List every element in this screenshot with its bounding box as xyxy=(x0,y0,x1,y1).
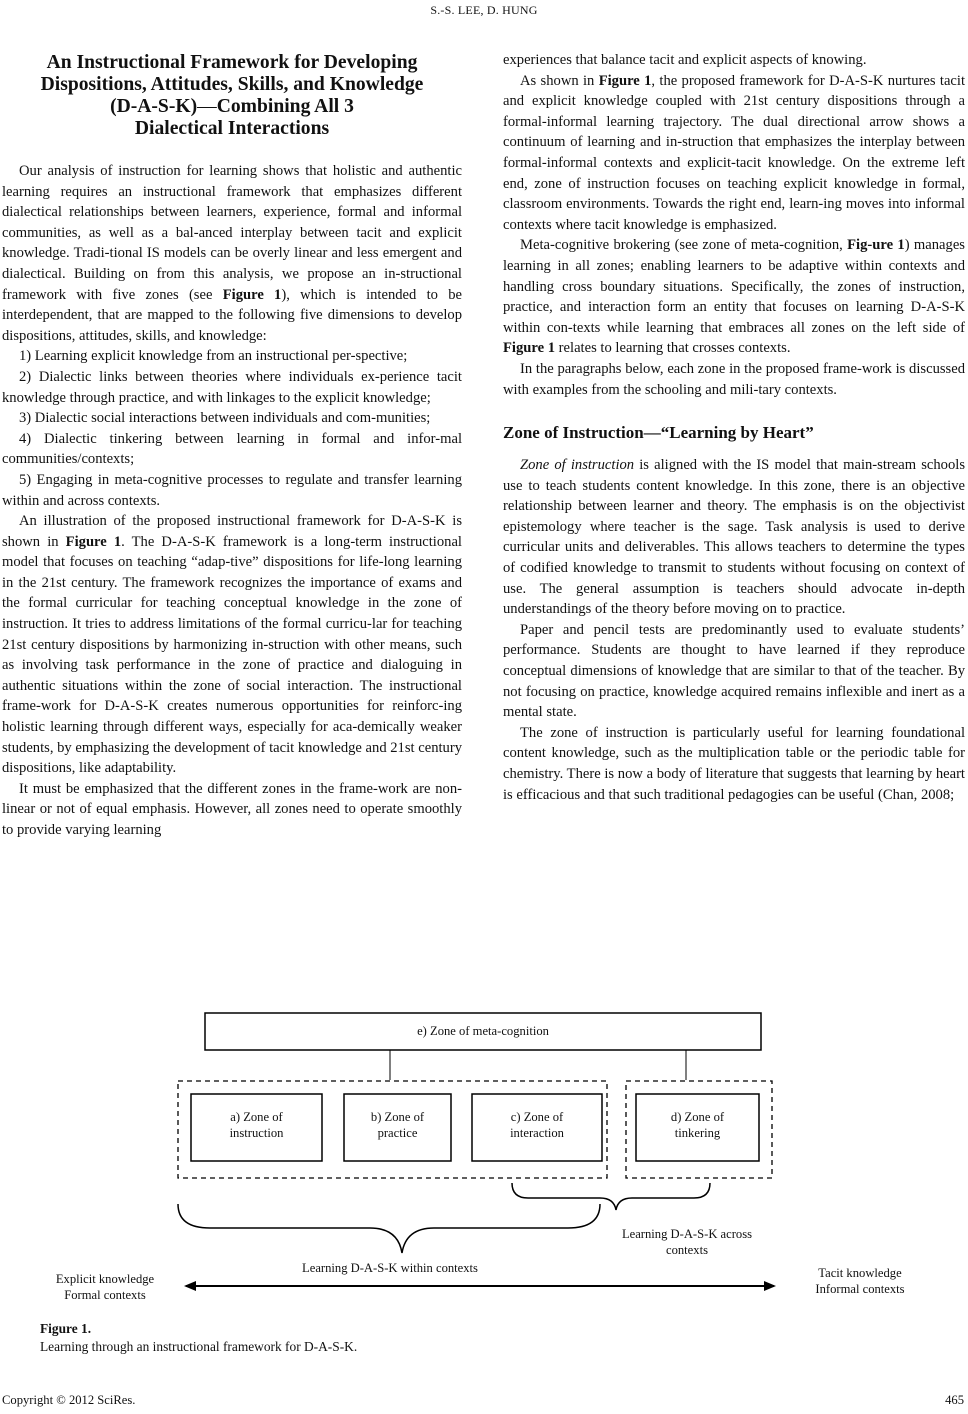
label-line: Tacit knowledge xyxy=(818,1266,902,1280)
label-line: contexts xyxy=(666,1243,708,1257)
meta-cognition-label: e) Zone of meta-cognition xyxy=(417,1024,549,1038)
zone-label-line: tinkering xyxy=(674,1126,721,1140)
text-run: is aligned with the IS model that main-stream schools use to teach students content knowledge. In this zone, there is an objective relationship between learner and theory. The emphasis is on the objectivist epistemology where teacher is the sage. Task analysis is used to derive curricular units and deliverables. This allows teachers to determine the types of codified knowledge to transmit to students without focusing on context of use. The general assumption is teachers should advocate in-depth understandings of the theory before moving on to practice. xyxy=(503,457,966,618)
list-item: 2) Dialectic links between theories where individuals ex-perience tacit knowledge through practice, and with linkages to the explicit knowledge; xyxy=(2,368,462,406)
figure-reference: Figure 1 xyxy=(503,340,556,357)
title-line-3b: Combining All 3 xyxy=(216,96,354,117)
left-column xyxy=(2,52,462,841)
text-run: An illustration of the proposed instructional framework for D-A-S-K is shown in xyxy=(2,513,462,550)
within-contexts-label: Learning D-A-S-K within contexts xyxy=(302,1261,478,1275)
zone-label-line: practice xyxy=(377,1126,418,1140)
paragraph xyxy=(2,161,462,346)
section-title xyxy=(2,52,462,140)
list-item: 1) Learning explicit knowledge from an instructional per-spective; xyxy=(19,348,408,365)
zone-label-line: interaction xyxy=(510,1126,564,1140)
text-run: As shown in xyxy=(520,72,599,89)
across-contexts-brace xyxy=(512,1183,710,1210)
label-line: Learning D-A-S-K across xyxy=(621,1227,753,1241)
paragraph: Paper and pencil tests are predominantly used to evaluate students’ performance. Students are thought to have learned if they reproduce conceptual dimensions of knowledge that are similar to that of the teacher. By not focusing on practice, knowledge acquired remains inflexible and inert as a mental state. xyxy=(503,621,965,721)
title-dash: — xyxy=(197,96,217,117)
zone-interaction-label xyxy=(472,1109,602,1141)
caption-title: Figure 1. xyxy=(40,1321,92,1336)
zone-practice-label xyxy=(344,1109,451,1141)
explicit-knowledge-label xyxy=(30,1271,180,1303)
copyright-footer: Copyright © 2012 SciRes. xyxy=(2,1393,136,1407)
paragraph xyxy=(2,511,462,779)
list-item: 3) Dialectic social interactions between individuals and com-munities; xyxy=(19,410,431,427)
zone-label-line: d) Zone of xyxy=(670,1110,725,1124)
zone-label-line: c) Zone of xyxy=(510,1110,564,1124)
label-line: Formal contexts xyxy=(64,1288,146,1302)
caption-text: Learning through an instructional framework for D-A-S-K. xyxy=(40,1339,358,1354)
paragraph xyxy=(503,71,965,236)
text-run: Meta-cognitive brokering (see zone of meta-cognition, xyxy=(520,237,848,254)
text-run: , the proposed framework for D-A-S-K nurtures tacit and explicit knowledge coupled with 21st century dispositions through a formal-informal learning trajectory. The dual directional arrow shows a continuum of learning and in-struction that emphasizes the interplay between formal-informal contexts and explicit-tacit knowledge. On the extreme left end, zone of instruction focuses on teaching explicit knowledge in formal, classroom environments. Towards the right end, learn-ing moves into informal contexts where tacit knowledge is emphasized. xyxy=(503,72,966,233)
figure-reference: Figure 1 xyxy=(65,533,122,550)
figure-reference: Figure 1 xyxy=(598,72,652,89)
text-run: ), which is intended to be interdependent, that are mapped to the following five dimensions to develop dispositions, attitudes, skills, and knowledge: xyxy=(2,286,462,344)
label-line: Explicit knowledge xyxy=(55,1272,155,1286)
tacit-knowledge-label xyxy=(790,1265,930,1297)
list-item: 4) Dialectic tinkering between learning in formal and infor-mal communities/contexts; xyxy=(2,430,462,468)
paragraph: The zone of instruction is particularly useful for learning foundational content knowledge, such as the multiplication table or the periodic table for chemistry. There is now a body of literature that suggests that learning by heart is efficacious and that such traditional pedagogies can be useful (Chan, 2008; xyxy=(503,724,965,803)
figure-1 xyxy=(0,1008,968,1308)
title-line-3a: (D-A-S-K) xyxy=(110,96,198,117)
across-contexts-label xyxy=(602,1226,772,1258)
right-column xyxy=(503,50,965,805)
paragraph xyxy=(503,455,965,620)
paragraph: In the paragraphs below, each zone in the proposed frame-work is discussed with examples from the schooling and mili-tary contexts. xyxy=(503,360,965,398)
label-line: Informal contexts xyxy=(815,1282,905,1296)
emphasis-term: Zone of instruction xyxy=(520,457,635,474)
title-line-3 xyxy=(2,96,462,118)
within-contexts-brace xyxy=(178,1204,600,1253)
paragraph: It must be emphasized that the different zones in the frame-work are non-linear or not of equal emphasis. However, all zones need to operate smoothly to provide varying learning xyxy=(2,780,462,838)
running-head: S.-S. LEE, D. HUNG xyxy=(430,3,538,17)
figure-reference: Fig-ure 1 xyxy=(847,237,905,254)
title-line-1: An Instructional Framework for Developing xyxy=(46,52,418,73)
paragraph xyxy=(503,235,965,359)
figure-caption xyxy=(40,1320,357,1356)
figure-reference: Figure 1 xyxy=(222,286,282,303)
section-heading: Zone of Instruction—“Learning by Heart” xyxy=(503,423,814,443)
title-line-2: Dispositions, Attitudes, Skills, and Knowledge xyxy=(40,74,424,95)
title-line-4: Dialectical Interactions xyxy=(134,118,330,139)
text-run: . The D-A-S-K framework is a long-term instructional model that focuses on teaching “adap-tive” dispositions for life-long learning in the 21st century. The framework recognizes the importance of exams and the formal curricular for teaching conceptual knowledge in the zone of instruction. It tries to address limitations of the formal curricu-lar for teaching 21st century dispositions by harmonizing in-struction with other means, such as involving task performance in the zone of practice and dialoguing in authentic situations within the zone of social interaction. The instructional frame-work for D-A-S-K creates numerous opportunities for reinforc-ing holistic learning through different ways, especially for aca-demically weaker students, by emphasizing the development of tacit knowledge and 21st century dispositions, like adaptability. xyxy=(2,533,462,777)
text-run: relates to learning that crosses contexts. xyxy=(555,340,791,357)
text-run: ) manages learning in all zones; enabling learners to be adaptive within contexts and handling cross boundary situations. Specifically, the zones of instruction, practice, and interaction form an entity that focuses on learning D-A-S-K within con-texts while learning that embraces all zones on the left side of xyxy=(503,237,965,336)
text-run: Our analysis of instruction for learning shows that holistic and authentic learning requires an instructional framework that emphasizes different dialectical relationships between learners, experience, formal and informal communities, as well as a bal-anced interplay between tacit and explicit knowledge. Tradi-tional IS models can be overly linear and less emergent and dialectical. Building on from this analysis, we propose an in-structional framework with five zones (see xyxy=(2,163,462,303)
zone-label-line: b) Zone of xyxy=(370,1110,425,1124)
paragraph: experiences that balance tacit and explicit aspects of knowing. xyxy=(503,52,867,68)
zone-instruction-label xyxy=(191,1109,322,1141)
list-item: 5) Engaging in meta-cognitive processes to regulate and transfer learning within and across contexts. xyxy=(2,471,462,509)
zone-tinkering-label xyxy=(636,1109,759,1141)
zone-label-line: instruction xyxy=(229,1126,284,1140)
page-number: 465 xyxy=(945,1393,964,1407)
zone-label-line: a) Zone of xyxy=(230,1110,283,1124)
